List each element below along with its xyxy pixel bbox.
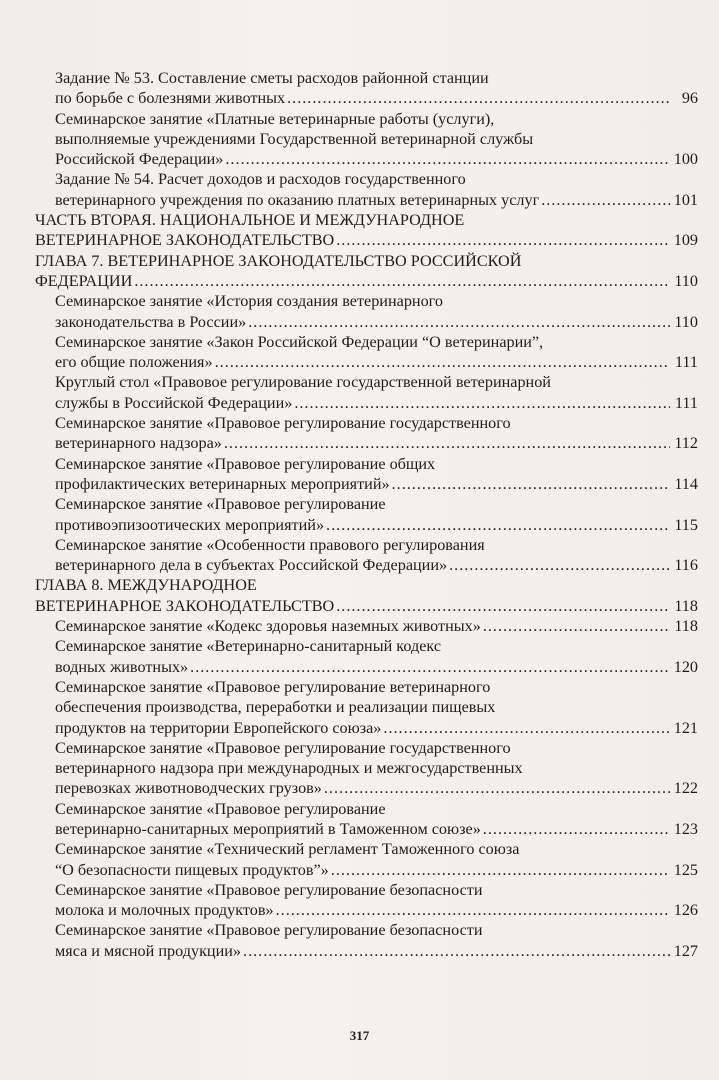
toc-line-text: Семинарское занятие «Кодекс здоровья наземных животных» [55,617,481,636]
toc-page-number: 110 [674,312,698,331]
toc-entry [35,920,698,961]
toc-entry [35,738,698,799]
toc-line: ЧАСТЬ ВТОРАЯ. НАЦИОНАЛЬНОЕ И МЕЖДУНАРОДНОЕ [35,211,465,230]
dot-leader [224,433,670,453]
toc-entry [35,332,698,373]
toc-line-text: противоэпизоотических мероприятий» [55,515,325,534]
toc-line [55,515,698,535]
toc-line [55,88,698,108]
dot-leader [331,860,670,880]
toc-line-text: “О безопасности пищевых продуктов”» [55,860,329,879]
toc-line-text: водных животных» [55,657,189,676]
dot-leader [336,596,670,616]
toc-line: Семинарское занятие «Правовое регулирование общих [55,454,436,473]
toc-line: Семинарское занятие «Правовое регулирование государственного [55,738,511,757]
toc-line: Семинарское занятие «Правовое регулирование безопасности [55,921,483,940]
toc-line [55,819,698,839]
toc-line [35,596,698,616]
toc-page-number: 110 [674,271,698,290]
dot-leader [392,474,670,494]
toc-page-number: 123 [673,819,698,838]
toc-page-number: 122 [673,779,698,798]
dot-leader [225,149,670,169]
toc-page-number: 100 [673,150,698,169]
toc-line [55,616,698,636]
toc-line: Семинарское занятие «Закон Российской Федерации “О ветеринарии”, [55,332,544,351]
toc-line [55,312,698,332]
toc-entry [35,372,698,413]
toc-page-number: 101 [673,190,698,209]
toc-entry [35,109,698,170]
dot-leader [326,515,670,535]
toc-line: ГЛАВА 7. ВЕТЕРИНАРНОЕ ЗАКОНОДАТЕЛЬСТВО РОССИЙСКОЙ [35,251,522,270]
toc-line [55,860,698,880]
toc-entry [35,494,698,535]
toc-line [35,271,698,291]
toc-heading [35,210,698,251]
toc-line: ветеринарного надзора при международных и межгосударственных [55,759,523,778]
toc-line [55,718,698,738]
toc-line [55,900,698,920]
toc-entry [35,799,698,840]
toc-page-number: 118 [674,617,698,636]
toc-line-text: службы в Российской Федерации» [55,393,293,412]
page-number: 317 [349,1028,370,1043]
dot-leader [243,941,670,961]
dot-leader [449,555,670,575]
toc-page-number: 127 [673,941,698,960]
toc-line [55,190,698,210]
toc-line [55,393,698,413]
dot-leader [215,352,670,372]
dot-leader [483,819,670,839]
toc-line: Семинарское занятие «Правовое регулирование безопасности [55,880,483,899]
dot-leader [324,778,670,798]
toc-page-number: 121 [673,718,698,737]
toc-line-text: профилактических ветеринарных мероприятий» [55,474,390,493]
toc-line [55,778,698,798]
toc-line [55,433,698,453]
toc-line-text: ветеринарного учреждения по оказанию платных ветеринарных услуг [55,190,540,209]
toc-line: Семинарское занятие «Особенности правового регулирования [55,535,485,554]
toc-line: обеспечения производства, переработки и реализации пищевых [55,698,496,717]
toc-entry [35,616,698,636]
toc-page-number: 111 [674,393,698,412]
toc-line-text: ВЕТЕРИНАРНОЕ ЗАКОНОДАТЕЛЬСТВО [35,596,335,615]
toc-entry [35,291,698,332]
toc-line: Задание № 53. Составление сметы расходов районной станции [55,69,489,87]
toc-line [35,230,698,250]
toc-line-text: по борьбе с болезнями животных [55,89,286,108]
toc-line: ГЛАВА 8. МЕЖДУНАРОДНОЕ [35,576,257,595]
toc-entry [35,880,698,921]
toc-line: Семинарское занятие «Правовое регулирование ветеринарного [55,677,491,696]
toc-line: Семинарское занятие «Платные ветеринарные работы (услуги), [55,109,495,128]
table-of-contents [35,68,698,961]
toc-heading [35,251,698,292]
dot-leader [383,718,670,738]
toc-line: выполняемые учреждениями Государственной ветеринарной службы [55,129,534,148]
toc-line-text: законодательства в России» [55,312,247,331]
dot-leader [287,88,670,108]
toc-page-number: 116 [674,556,698,575]
toc-page-number: 126 [673,901,698,920]
toc-heading [35,575,698,616]
dot-leader [134,271,670,291]
toc-line-text: ФЕДЕРАЦИИ [35,271,133,290]
toc-line [55,149,698,169]
toc-entry [35,636,698,677]
toc-line [55,941,698,961]
toc-line: Семинарское занятие «Правовое регулирование [55,799,386,818]
toc-page-number: 120 [673,657,698,676]
toc-entry [35,68,698,109]
toc-line: Задание № 54. Расчет доходов и расходов государственного [55,170,466,189]
toc-line: Семинарское занятие «История создания ветеринарного [55,292,444,311]
toc-line-text: мяса и мясной продукции» [55,941,242,960]
toc-entry [35,413,698,454]
toc-page-number: 114 [674,474,698,493]
toc-line: Семинарское занятие «Правовое регулирование государственного [55,414,511,433]
toc-line [55,555,698,575]
toc-line: Семинарское занятие «Технический регламент Таможенного союза [55,840,520,859]
toc-line [55,352,698,372]
toc-line: Семинарское занятие «Ветеринарно-санитарный кодекс [55,637,442,656]
dot-leader [294,393,670,413]
toc-line-text: продуктов на территории Европейского союза» [55,718,382,737]
toc-line-text: ВЕТЕРИНАРНОЕ ЗАКОНОДАТЕЛЬСТВО [35,231,335,250]
dot-leader [248,312,670,332]
toc-page-number: 125 [673,860,698,879]
toc-page-number: 118 [674,596,698,615]
toc-entry [35,535,698,576]
toc-line-text: ветеринарного дела в субъектах Российской Федерации» [55,556,448,575]
toc-line: Круглый стол «Правовое регулирование государственной ветеринарной [55,373,551,392]
dot-leader [336,230,670,250]
toc-line [55,657,698,677]
toc-line-text: его общие положения» [55,353,213,372]
toc-entry [35,839,698,880]
toc-line-text: Российской Федерации» [55,150,224,169]
toc-line: Семинарское занятие «Правовое регулирование [55,495,386,514]
toc-line-text: ветеринарного надзора» [55,434,222,453]
toc-line-text: ветеринарно-санитарных мероприятий в Таможенном союзе» [55,819,481,838]
toc-entry [35,169,698,210]
toc-line-text: молока и молочных продуктов» [55,901,274,920]
toc-page-number: 109 [673,231,698,250]
toc-line-text: перевозках животноводческих грузов» [55,779,322,798]
toc-line [55,474,698,494]
dot-leader [541,190,670,210]
toc-entry [35,677,698,738]
toc-entry [35,454,698,495]
toc-page-number: 115 [674,515,698,534]
toc-page-number: 111 [674,353,698,372]
dot-leader [276,900,670,920]
toc-page-number: 96 [681,89,698,108]
dot-leader [190,657,670,677]
toc-page-number: 112 [674,434,698,453]
dot-leader [483,616,670,636]
